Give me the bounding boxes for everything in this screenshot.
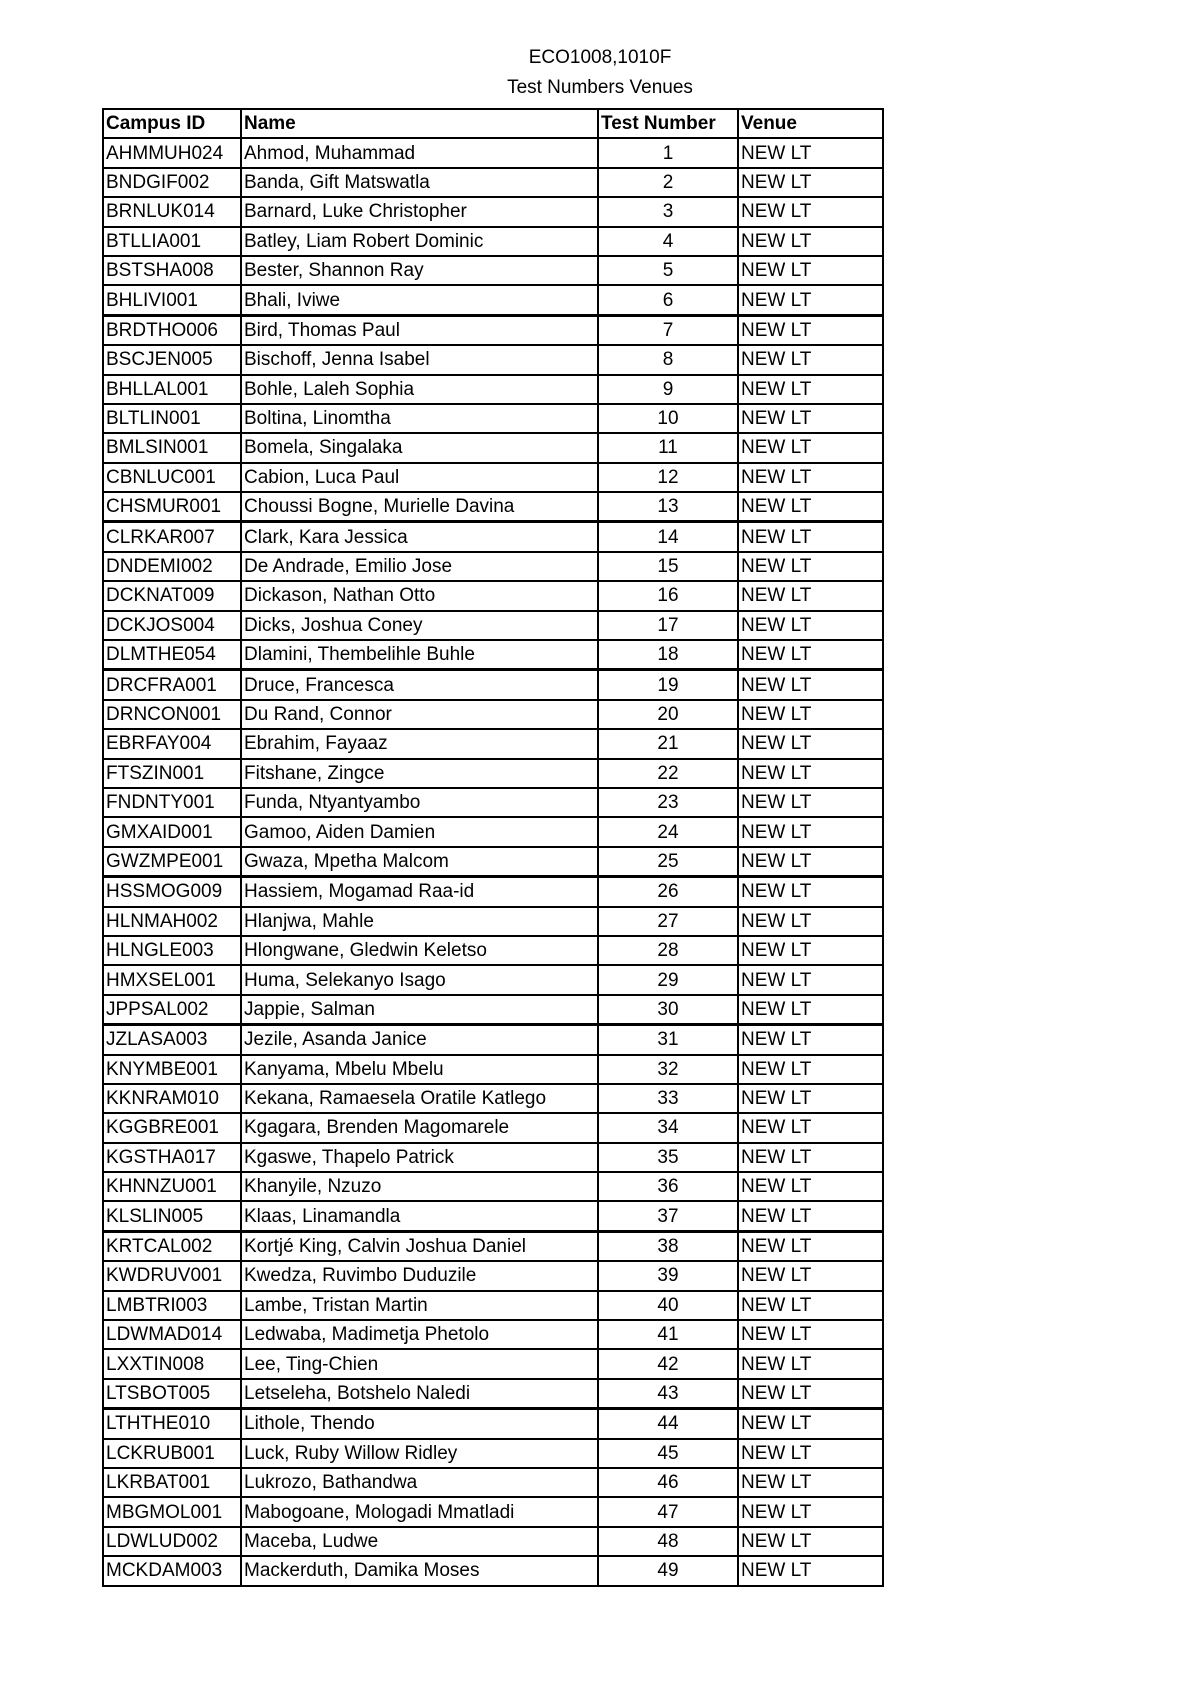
name-cell: Hlanjwa, Mahle: [241, 907, 598, 936]
campus-id-cell: LCKRUB001: [103, 1439, 241, 1468]
campus-id-cell: HLNMAH002: [103, 907, 241, 936]
test-number-cell: 49: [598, 1556, 738, 1585]
campus-id-cell: LKRBAT001: [103, 1468, 241, 1497]
test-number-cell: 46: [598, 1468, 738, 1497]
campus-id-cell: KKNRAM010: [103, 1084, 241, 1113]
test-number-cell: 6: [598, 285, 738, 315]
table-row: [103, 1349, 883, 1378]
test-number-cell: 15: [598, 552, 738, 581]
test-number-cell: 23: [598, 788, 738, 817]
table-row: [103, 522, 883, 552]
table-row: [103, 1231, 883, 1261]
venue-cell: NEW LT: [738, 729, 883, 758]
table-row: [103, 1172, 883, 1201]
campus-id-cell: LDWLUD002: [103, 1527, 241, 1556]
test-number-cell: 31: [598, 1025, 738, 1055]
name-cell: Mackerduth, Damika Moses: [241, 1556, 598, 1585]
table-row: [103, 197, 883, 226]
name-cell: Bohle, Laleh Sophia: [241, 375, 598, 404]
campus-id-cell: KHNNZU001: [103, 1172, 241, 1201]
test-number-cell: 3: [598, 197, 738, 226]
campus-id-cell: BHLLAL001: [103, 375, 241, 404]
venue-cell: NEW LT: [738, 700, 883, 729]
venue-cell: NEW LT: [738, 1379, 883, 1409]
name-cell: Maceba, Ludwe: [241, 1527, 598, 1556]
campus-id-cell: DRNCON001: [103, 700, 241, 729]
table-row: [103, 1261, 883, 1290]
campus-id-cell: CBNLUC001: [103, 463, 241, 492]
test-venue-table: [102, 108, 884, 1587]
campus-id-cell: BSCJEN005: [103, 345, 241, 374]
campus-id-cell: HLNGLE003: [103, 936, 241, 965]
name-cell: Bester, Shannon Ray: [241, 256, 598, 285]
campus-id-cell: BSTSHA008: [103, 256, 241, 285]
test-number-cell: 32: [598, 1055, 738, 1084]
document-title: ECO1008,1010F: [528, 47, 672, 68]
venue-cell: NEW LT: [738, 877, 883, 907]
name-cell: Cabion, Luca Paul: [241, 463, 598, 492]
table-row: [103, 345, 883, 374]
campus-id-cell: LTSBOT005: [103, 1379, 241, 1409]
name-cell: Fitshane, Zingce: [241, 759, 598, 788]
campus-id-cell: LDWMAD014: [103, 1320, 241, 1349]
test-number-cell: 40: [598, 1291, 738, 1320]
document-subtitle: Test Numbers Venues: [507, 77, 693, 98]
header-name: Name: [241, 109, 598, 138]
table-row: [103, 1113, 883, 1142]
name-cell: Lee, Ting-Chien: [241, 1349, 598, 1378]
campus-id-cell: DNDEMI002: [103, 552, 241, 581]
name-cell: Klaas, Linamandla: [241, 1201, 598, 1231]
venue-cell: NEW LT: [738, 138, 883, 167]
table-row: [103, 611, 883, 640]
campus-id-cell: BMLSIN001: [103, 433, 241, 462]
name-cell: Ebrahim, Fayaaz: [241, 729, 598, 758]
campus-id-cell: BHLIVI001: [103, 285, 241, 315]
table-row: [103, 463, 883, 492]
name-cell: Bischoff, Jenna Isabel: [241, 345, 598, 374]
table-row: [103, 1556, 883, 1585]
campus-id-cell: EBRFAY004: [103, 729, 241, 758]
name-cell: Kanyama, Mbelu Mbelu: [241, 1055, 598, 1084]
table-row: [103, 168, 883, 197]
table-row: [103, 640, 883, 670]
test-number-cell: 11: [598, 433, 738, 462]
table-row: [103, 1439, 883, 1468]
venue-cell: NEW LT: [738, 1497, 883, 1526]
venue-cell: NEW LT: [738, 1349, 883, 1378]
test-number-cell: 13: [598, 492, 738, 522]
table-row: [103, 729, 883, 758]
campus-id-cell: KRTCAL002: [103, 1231, 241, 1261]
campus-id-cell: DRCFRA001: [103, 670, 241, 700]
name-cell: Choussi Bogne, Murielle Davina: [241, 492, 598, 522]
campus-id-cell: BRDTHO006: [103, 315, 241, 345]
test-number-cell: 12: [598, 463, 738, 492]
test-number-cell: 37: [598, 1201, 738, 1231]
test-number-cell: 25: [598, 847, 738, 877]
test-number-cell: 7: [598, 315, 738, 345]
test-number-cell: 4: [598, 227, 738, 256]
campus-id-cell: JZLASA003: [103, 1025, 241, 1055]
venue-cell: NEW LT: [738, 1409, 883, 1439]
campus-id-cell: JPPSAL002: [103, 995, 241, 1025]
venue-cell: NEW LT: [738, 1113, 883, 1142]
venue-cell: NEW LT: [738, 847, 883, 877]
table-row: [103, 375, 883, 404]
venue-cell: NEW LT: [738, 1468, 883, 1497]
table-row: [103, 315, 883, 345]
test-number-cell: 22: [598, 759, 738, 788]
table-row: [103, 1291, 883, 1320]
venue-cell: NEW LT: [738, 345, 883, 374]
name-cell: Kortjé King, Calvin Joshua Daniel: [241, 1231, 598, 1261]
campus-id-cell: LXXTIN008: [103, 1349, 241, 1378]
table-row: [103, 759, 883, 788]
name-cell: Batley, Liam Robert Dominic: [241, 227, 598, 256]
name-cell: Gwaza, Mpetha Malcom: [241, 847, 598, 877]
venue-cell: NEW LT: [738, 1261, 883, 1290]
table-row: [103, 1409, 883, 1439]
test-number-cell: 1: [598, 138, 738, 167]
name-cell: Funda, Ntyantyambo: [241, 788, 598, 817]
campus-id-cell: BTLLIA001: [103, 227, 241, 256]
venue-cell: NEW LT: [738, 375, 883, 404]
name-cell: Ledwaba, Madimetja Phetolo: [241, 1320, 598, 1349]
venue-cell: NEW LT: [738, 1291, 883, 1320]
test-number-cell: 10: [598, 404, 738, 433]
test-number-cell: 35: [598, 1143, 738, 1172]
name-cell: Dlamini, Thembelihle Buhle: [241, 640, 598, 670]
venue-cell: NEW LT: [738, 1231, 883, 1261]
venue-cell: NEW LT: [738, 907, 883, 936]
name-cell: Lithole, Thendo: [241, 1409, 598, 1439]
table-row: [103, 1025, 883, 1055]
table-row: [103, 817, 883, 846]
test-number-cell: 34: [598, 1113, 738, 1142]
venue-cell: NEW LT: [738, 759, 883, 788]
name-cell: Hassiem, Mogamad Raa-id: [241, 877, 598, 907]
test-number-cell: 27: [598, 907, 738, 936]
table-row: [103, 138, 883, 167]
test-number-cell: 18: [598, 640, 738, 670]
test-number-cell: 29: [598, 965, 738, 994]
test-number-cell: 14: [598, 522, 738, 552]
venue-cell: NEW LT: [738, 197, 883, 226]
table-body: [103, 138, 883, 1585]
campus-id-cell: DCKNAT009: [103, 581, 241, 610]
venue-cell: NEW LT: [738, 640, 883, 670]
table-row: [103, 492, 883, 522]
test-number-cell: 2: [598, 168, 738, 197]
test-number-cell: 42: [598, 1349, 738, 1378]
test-number-cell: 28: [598, 936, 738, 965]
test-number-cell: 8: [598, 345, 738, 374]
header-campus-id: Campus ID: [103, 109, 241, 138]
test-number-cell: 45: [598, 1439, 738, 1468]
name-cell: Clark, Kara Jessica: [241, 522, 598, 552]
table-row: [103, 1320, 883, 1349]
venue-cell: NEW LT: [738, 552, 883, 581]
campus-id-cell: KLSLIN005: [103, 1201, 241, 1231]
name-cell: Bhali, Iviwe: [241, 285, 598, 315]
venue-cell: NEW LT: [738, 1025, 883, 1055]
name-cell: Druce, Francesca: [241, 670, 598, 700]
campus-id-cell: HSSMOG009: [103, 877, 241, 907]
venue-cell: NEW LT: [738, 936, 883, 965]
venue-cell: NEW LT: [738, 315, 883, 345]
venue-cell: NEW LT: [738, 522, 883, 552]
table-row: [103, 670, 883, 700]
test-number-cell: 47: [598, 1497, 738, 1526]
name-cell: Letseleha, Botshelo Naledi: [241, 1379, 598, 1409]
campus-id-cell: MCKDAM003: [103, 1556, 241, 1585]
name-cell: Dickason, Nathan Otto: [241, 581, 598, 610]
table-row: [103, 433, 883, 462]
name-cell: Kekana, Ramaesela Oratile Katlego: [241, 1084, 598, 1113]
venue-cell: NEW LT: [738, 168, 883, 197]
table-row: [103, 877, 883, 907]
name-cell: Kgaswe, Thapelo Patrick: [241, 1143, 598, 1172]
campus-id-cell: LMBTRI003: [103, 1291, 241, 1320]
name-cell: Bird, Thomas Paul: [241, 315, 598, 345]
venue-cell: NEW LT: [738, 1556, 883, 1585]
test-number-cell: 26: [598, 877, 738, 907]
name-cell: Dicks, Joshua Coney: [241, 611, 598, 640]
table-row: [103, 788, 883, 817]
table-row: [103, 907, 883, 936]
venue-cell: NEW LT: [738, 227, 883, 256]
name-cell: Barnard, Luke Christopher: [241, 197, 598, 226]
name-cell: Huma, Selekanyo Isago: [241, 965, 598, 994]
table-row: [103, 1201, 883, 1231]
venue-cell: NEW LT: [738, 581, 883, 610]
table-row: [103, 552, 883, 581]
venue-cell: NEW LT: [738, 463, 883, 492]
table-row: [103, 1468, 883, 1497]
campus-id-cell: KNYMBE001: [103, 1055, 241, 1084]
header-test-number: Test Number: [598, 109, 738, 138]
table-row: [103, 404, 883, 433]
table-row: [103, 581, 883, 610]
campus-id-cell: HMXSEL001: [103, 965, 241, 994]
campus-id-cell: CHSMUR001: [103, 492, 241, 522]
venue-cell: NEW LT: [738, 256, 883, 285]
name-cell: Hlongwane, Gledwin Keletso: [241, 936, 598, 965]
test-number-cell: 39: [598, 1261, 738, 1290]
campus-id-cell: BRNLUK014: [103, 197, 241, 226]
campus-id-cell: AHMMUH024: [103, 138, 241, 167]
table-header-row: [103, 109, 883, 138]
campus-id-cell: GWZMPE001: [103, 847, 241, 877]
venue-cell: NEW LT: [738, 1201, 883, 1231]
test-number-cell: 17: [598, 611, 738, 640]
header-venue: Venue: [738, 109, 883, 138]
venue-cell: NEW LT: [738, 995, 883, 1025]
name-cell: Gamoo, Aiden Damien: [241, 817, 598, 846]
test-number-cell: 43: [598, 1379, 738, 1409]
name-cell: Boltina, Linomtha: [241, 404, 598, 433]
table-row: [103, 1055, 883, 1084]
test-number-cell: 33: [598, 1084, 738, 1113]
venue-cell: NEW LT: [738, 285, 883, 315]
table-row: [103, 1527, 883, 1556]
name-cell: Lambe, Tristan Martin: [241, 1291, 598, 1320]
table-row: [103, 936, 883, 965]
table-row: [103, 965, 883, 994]
test-number-cell: 44: [598, 1409, 738, 1439]
campus-id-cell: FNDNTY001: [103, 788, 241, 817]
name-cell: Jappie, Salman: [241, 995, 598, 1025]
name-cell: Du Rand, Connor: [241, 700, 598, 729]
name-cell: Khanyile, Nzuzo: [241, 1172, 598, 1201]
venue-cell: NEW LT: [738, 1172, 883, 1201]
venue-cell: NEW LT: [738, 1084, 883, 1113]
name-cell: Luck, Ruby Willow Ridley: [241, 1439, 598, 1468]
test-number-cell: 24: [598, 817, 738, 846]
venue-cell: NEW LT: [738, 404, 883, 433]
table-row: [103, 1379, 883, 1409]
venue-cell: NEW LT: [738, 817, 883, 846]
name-cell: Mabogoane, Mologadi Mmatladi: [241, 1497, 598, 1526]
campus-id-cell: KWDRUV001: [103, 1261, 241, 1290]
table-row: [103, 285, 883, 315]
campus-id-cell: BLTLIN001: [103, 404, 241, 433]
venue-cell: NEW LT: [738, 492, 883, 522]
campus-id-cell: DLMTHE054: [103, 640, 241, 670]
test-number-cell: 16: [598, 581, 738, 610]
test-number-cell: 41: [598, 1320, 738, 1349]
name-cell: Jezile, Asanda Janice: [241, 1025, 598, 1055]
table-row: [103, 1084, 883, 1113]
test-number-cell: 20: [598, 700, 738, 729]
venue-cell: NEW LT: [738, 670, 883, 700]
venue-cell: NEW LT: [738, 1439, 883, 1468]
venue-cell: NEW LT: [738, 433, 883, 462]
name-cell: Ahmod, Muhammad: [241, 138, 598, 167]
name-cell: Lukrozo, Bathandwa: [241, 1468, 598, 1497]
campus-id-cell: FTSZIN001: [103, 759, 241, 788]
campus-id-cell: KGGBRE001: [103, 1113, 241, 1142]
table-row: [103, 1497, 883, 1526]
table-row: [103, 227, 883, 256]
venue-cell: NEW LT: [738, 1527, 883, 1556]
venue-cell: NEW LT: [738, 788, 883, 817]
campus-id-cell: MBGMOL001: [103, 1497, 241, 1526]
table-row: [103, 1143, 883, 1172]
table-row: [103, 847, 883, 877]
test-number-cell: 9: [598, 375, 738, 404]
venue-cell: NEW LT: [738, 1320, 883, 1349]
venue-cell: NEW LT: [738, 1143, 883, 1172]
campus-id-cell: DCKJOS004: [103, 611, 241, 640]
test-number-cell: 30: [598, 995, 738, 1025]
campus-id-cell: GMXAID001: [103, 817, 241, 846]
test-number-cell: 48: [598, 1527, 738, 1556]
name-cell: Banda, Gift Matswatla: [241, 168, 598, 197]
venue-cell: NEW LT: [738, 611, 883, 640]
campus-id-cell: CLRKAR007: [103, 522, 241, 552]
test-number-cell: 36: [598, 1172, 738, 1201]
test-number-cell: 38: [598, 1231, 738, 1261]
campus-id-cell: LTHTHE010: [103, 1409, 241, 1439]
name-cell: Kwedza, Ruvimbo Duduzile: [241, 1261, 598, 1290]
venue-cell: NEW LT: [738, 965, 883, 994]
test-number-cell: 21: [598, 729, 738, 758]
name-cell: Kgagara, Brenden Magomarele: [241, 1113, 598, 1142]
table-row: [103, 700, 883, 729]
table-row: [103, 256, 883, 285]
venue-cell: NEW LT: [738, 1055, 883, 1084]
test-number-cell: 19: [598, 670, 738, 700]
test-number-cell: 5: [598, 256, 738, 285]
table-row: [103, 995, 883, 1025]
campus-id-cell: BNDGIF002: [103, 168, 241, 197]
campus-id-cell: KGSTHA017: [103, 1143, 241, 1172]
name-cell: De Andrade, Emilio Jose: [241, 552, 598, 581]
name-cell: Bomela, Singalaka: [241, 433, 598, 462]
